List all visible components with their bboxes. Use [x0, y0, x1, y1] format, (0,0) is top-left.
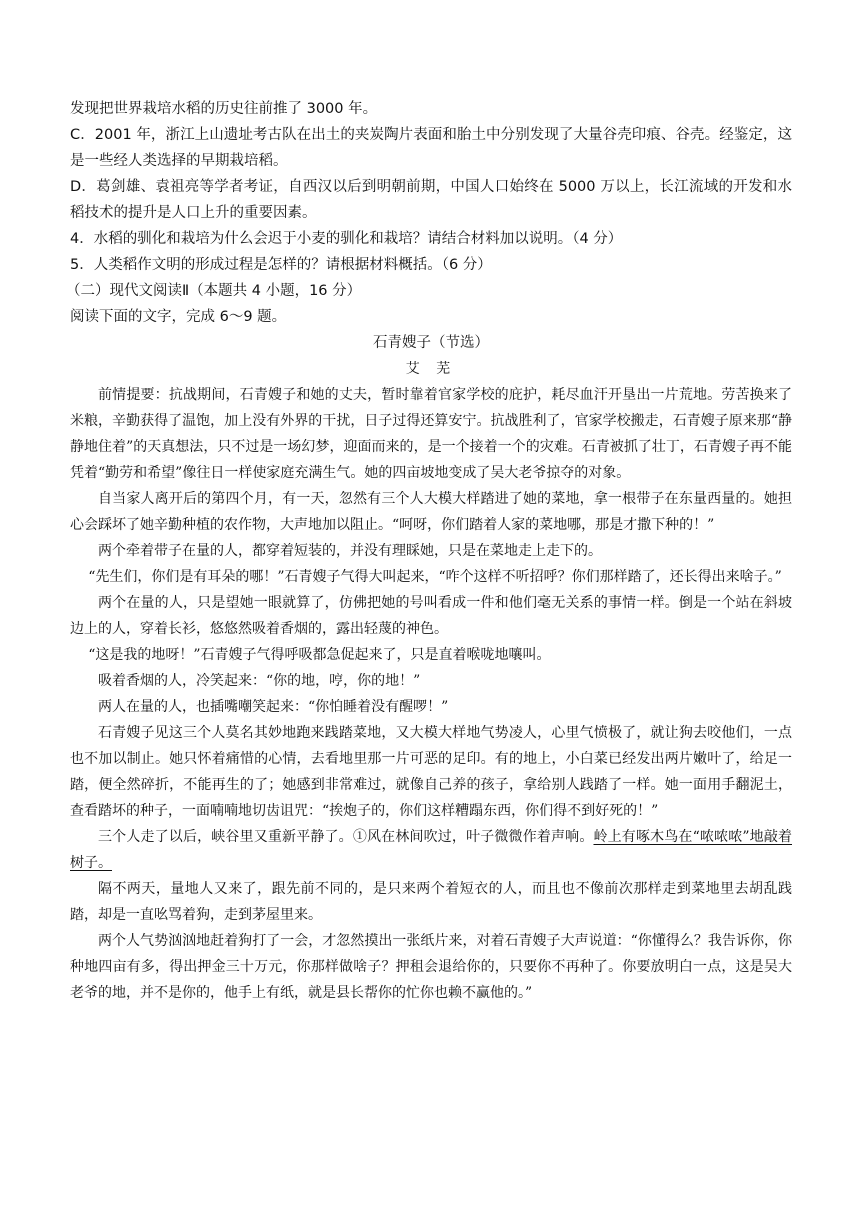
paragraph-plain-part: 三个人走了以后，峡谷里又重新平静了。①风在林间吹过，叶子微微作着声响。	[98, 829, 594, 845]
section-heading: （二）现代文阅读Ⅱ（本题共 4 小题，16 分）	[66, 283, 362, 299]
story-title: 石青嫂子（节选）	[373, 335, 489, 351]
option-b-continuation: 发现把世界栽培水稻的历史往前推了 3000 年。	[70, 101, 378, 117]
story-paragraph: 吸着香烟的人，冷笑起来：“你的地，哼，你的地！”	[98, 673, 421, 689]
reading-instruction: 阅读下面的文字，完成 6～9 题。	[70, 309, 287, 325]
story-paragraph: 隔不两天，量地人又来了，跟先前不同的，是只来两个着短衣的人，而且也不像前次那样走到菜地里去胡乱践踏，却是一直吆骂着狗，走到茅屋里来。	[70, 881, 792, 923]
question-4: 4．水稻的驯化和栽培为什么会迟于小麦的驯化和栽培？请结合材料加以说明。（4 分）	[70, 231, 623, 247]
option-c: C．2001 年，浙江上山遗址考古队在出土的夹炭陶片表面和胎土中分别发现了大量谷壳印痕、谷壳。经鉴定，这是一些经人类选择的早期栽培稻。	[70, 127, 792, 169]
story-paragraph: “这是我的地呀！”石青嫂子气得呼吸都急促起来了，只是直着喉咙地嚷叫。	[88, 647, 551, 663]
question-5: 5．人类稻作文明的形成过程是怎样的？请根据材料概括。（6 分）	[70, 257, 492, 273]
underlined-sentence: 岭上有啄木鸟在“哝哝哝”地敲着树子。	[70, 829, 792, 871]
story-author: 艾 芜	[405, 361, 457, 377]
option-d: D．葛剑雄、袁祖亮等学者考证，自西汉以后到明朝前期，中国人口始终在 5000 万以上，长江流域的开发和水稻技术的提升是人口上升的重要因素。	[70, 179, 792, 221]
story-paragraph-with-underline	[70, 824, 792, 876]
story-paragraph: 两人在量的人，也插嘴嘲笑起来：“你怕睡着没有醒啰！”	[98, 699, 449, 715]
story-paragraph: 两个人气势汹汹地赶着狗打了一会，才忽然摸出一张纸片来，对着石青嫂子大声说道：“你懂得么？我告诉你，你种地四亩有多，得出押金三十万元，你那样做啥子？押租会退给你的，只要你不再种了。你要放明白一点，这是吴大老爷的地，并不是你的，他手上有纸，就是县长帮你的忙你也赖不赢他的。”	[70, 933, 792, 1001]
story-paragraph: 两个在量的人，只是望她一眼就算了，仿佛把她的号叫看成一件和他们毫无关系的事情一样。倒是一个站在斜坡边上的人，穿着长衫，悠悠然吸着香烟的，露出轻蔑的神色。	[70, 595, 792, 637]
story-paragraph: 两个牵着带子在量的人，都穿着短装的，并没有理睬她，只是在菜地走上走下的。	[98, 543, 602, 559]
page-content	[66, 96, 792, 1006]
story-paragraph: 自当家人离开后的第四个月，有一天，忽然有三个人大模大样踏进了她的菜地，拿一根带子在东量西量的。她担心会踩坏了她辛勤种植的农作物，大声地加以阻止。“呵呀，你们踏着人家的菜地哪，那是才撒下种的！”	[70, 491, 792, 533]
story-paragraph: 石青嫂子见这三个人莫名其妙地跑来践踏菜地，又大模大样地气势凌人，心里气愤极了，就让狗去咬他们，一点也不加以制止。她只怀着痛惜的心情，去看地里那一片可恶的足印。有的地上，小白菜已经发出两片嫩叶了，给足一踏，便全然碎折，不能再生的了；她感到非常难过，就像自己养的孩子，拿给别人践踏了一样。她一面用手翻泥土，查看踏坏的种子，一面喃喃地切齿诅咒：“挨炮子的，你们这样糟蹋东西，你们得不到好死的！”	[70, 725, 792, 819]
story-paragraph: 前情提要：抗战期间，石青嫂子和她的丈夫，暂时靠着官家学校的庇护，耗尽血汗开垦出一片荒地。劳苦换来了米粮，辛勤获得了温饱，加上没有外界的干扰，日子过得还算安宁。抗战胜利了，官家学校搬走，石青嫂子原来那“静静地住着”的天真想法，只不过是一场幻梦，迎面而来的，是一个接着一个的灾难。石青被抓了壮丁，石青嫂子再不能凭着“勤劳和希望”像往日一样使家庭充满生气。她的四亩坡地变成了吴大老爷掠夺的对象。	[70, 387, 792, 481]
story-paragraph: “先生们，你们是有耳朵的哪！”石青嫂子气得大叫起来，“咋个这样不听招呼？你们那样踏了，还长得出来啥子。”	[88, 569, 782, 585]
